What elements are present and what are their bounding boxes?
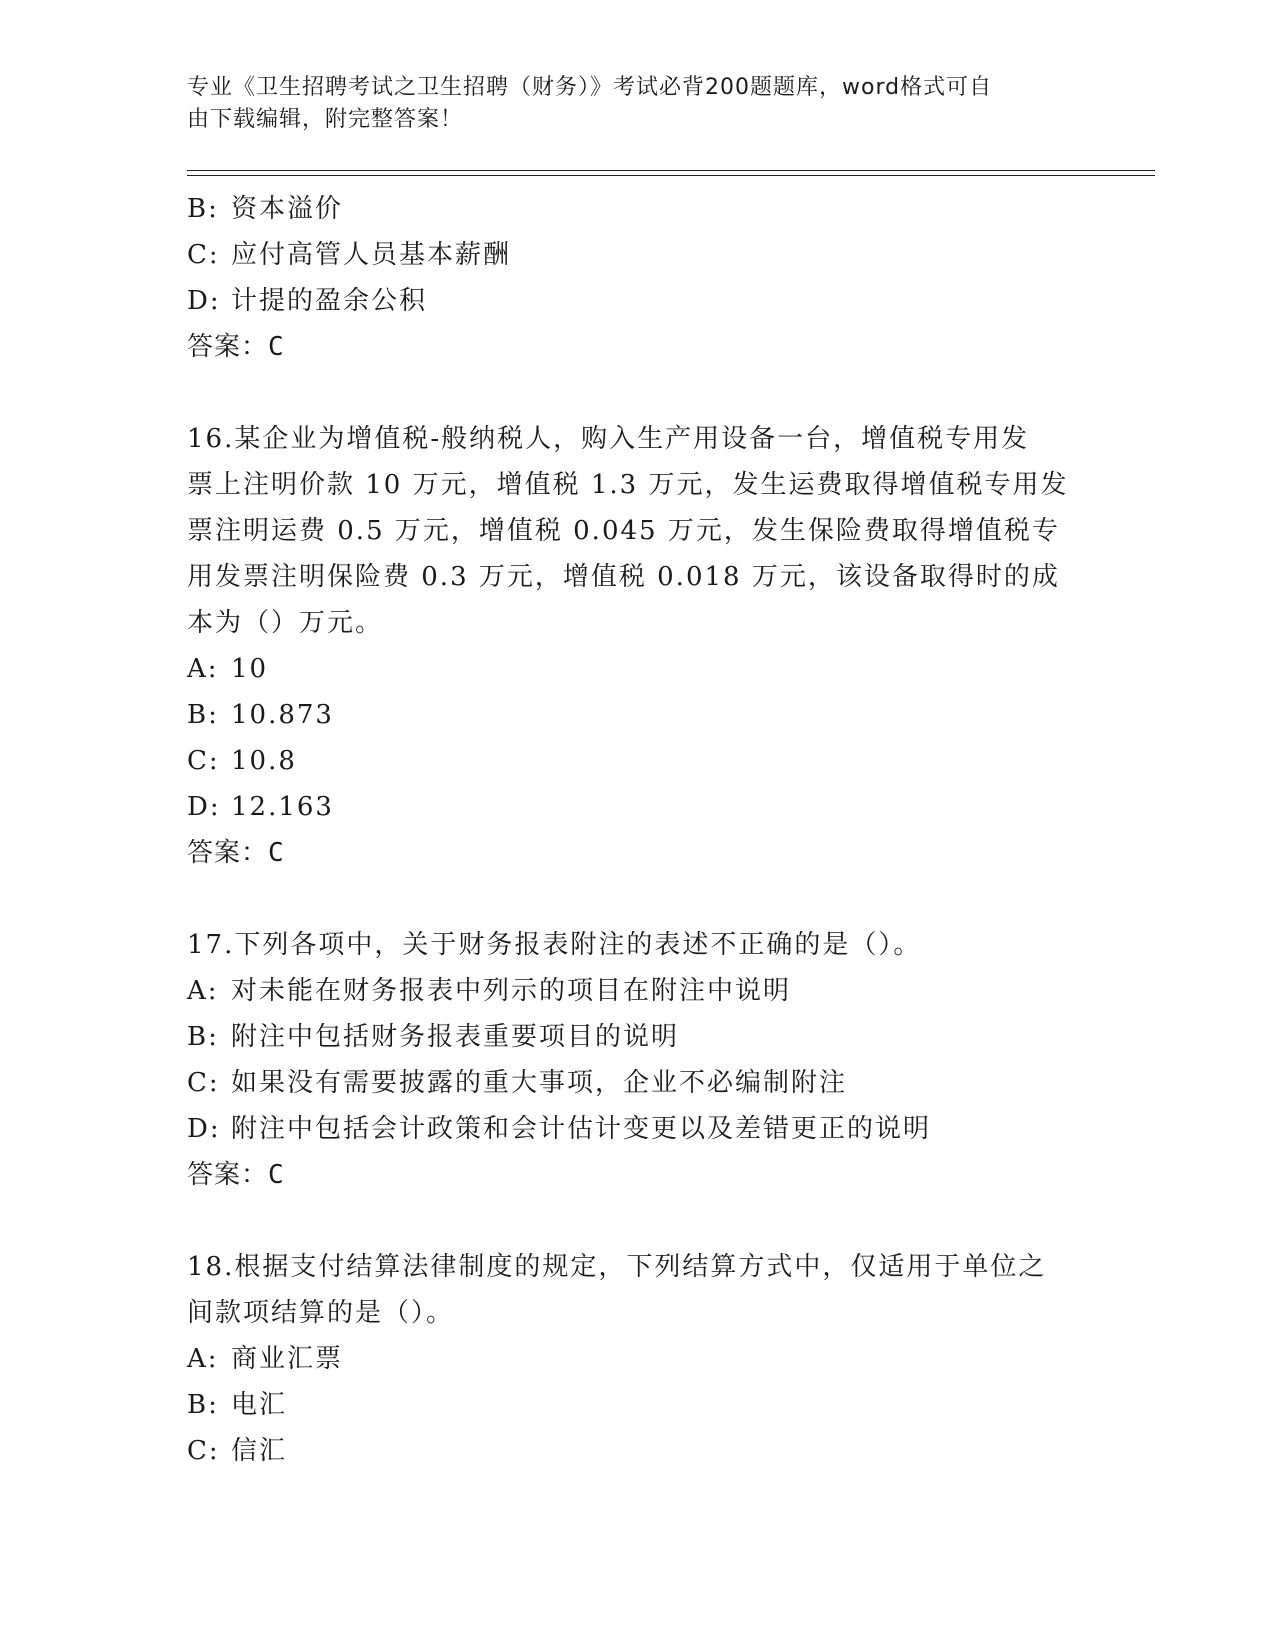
option-a: A: 10 [187,654,269,684]
question-16 [187,416,1087,876]
option-b: B: 附注中包括财务报表重要项目的说明 [187,1022,680,1052]
option-a: A: 商业汇票 [187,1344,344,1374]
option-b: B: 10.873 [187,700,334,730]
question-text-line: 间款项结算的是（）。 [187,1298,455,1328]
answer-line: 答案：C [187,838,285,868]
option-a: A: 对未能在财务报表中列示的项目在附注中说明 [187,976,792,1006]
header-line-2: 由下载编辑，附完整答案！ [187,107,464,132]
option-c: C: 10.8 [187,746,297,776]
question-text-line: 票上注明价款 10 万元，增值税 1.3 万元，发生运费取得增值税专用发 [187,470,1069,500]
question-text-line: 17.下列各项中，关于财务报表附注的表述不正确的是（）。 [187,930,922,960]
question-17 [187,922,1087,1198]
document-body [187,186,1087,1474]
header-line-1: 专业《卫生招聘考试之卫生招聘（财务）》考试必背200题题库，word格式可自 [187,75,993,100]
header-rule-top [187,170,1155,171]
option-d: D: 附注中包括会计政策和会计估计变更以及差错更正的说明 [187,1114,932,1144]
page-header [187,72,1067,136]
question-text-line: 16.某企业为增值税-般纳税人，购入生产用设备一台，增值税专用发 [187,424,1030,454]
question-text-line: 票注明运费 0.5 万元，增值税 0.045 万元，发生保险费取得增值税专 [187,516,1060,546]
question-18 [187,1244,1087,1474]
question-text-line: 18.根据支付结算法律制度的规定，下列结算方式中，仅适用于单位之 [187,1252,1047,1282]
option-d: D: 12.163 [187,792,334,822]
option-b: B: 电汇 [187,1390,288,1420]
answer-line: 答案：C [187,1160,285,1190]
question-text-line: 本为（）万元。 [187,608,384,638]
option-c: C: 如果没有需要披露的重大事项，企业不必编制附注 [187,1068,848,1098]
option-b: B: 资本溢价 [187,194,344,224]
option-c: C: 应付高管人员基本薪酬 [187,240,512,270]
question-15-options [187,186,1087,370]
option-c: C: 信汇 [187,1436,288,1466]
header-rule-bottom [187,175,1155,176]
answer-line: 答案：C [187,332,285,362]
question-text-line: 用发票注明保险费 0.3 万元，增值税 0.018 万元，该设备取得时的成 [187,562,1060,592]
option-d: D: 计提的盈余公积 [187,286,428,316]
